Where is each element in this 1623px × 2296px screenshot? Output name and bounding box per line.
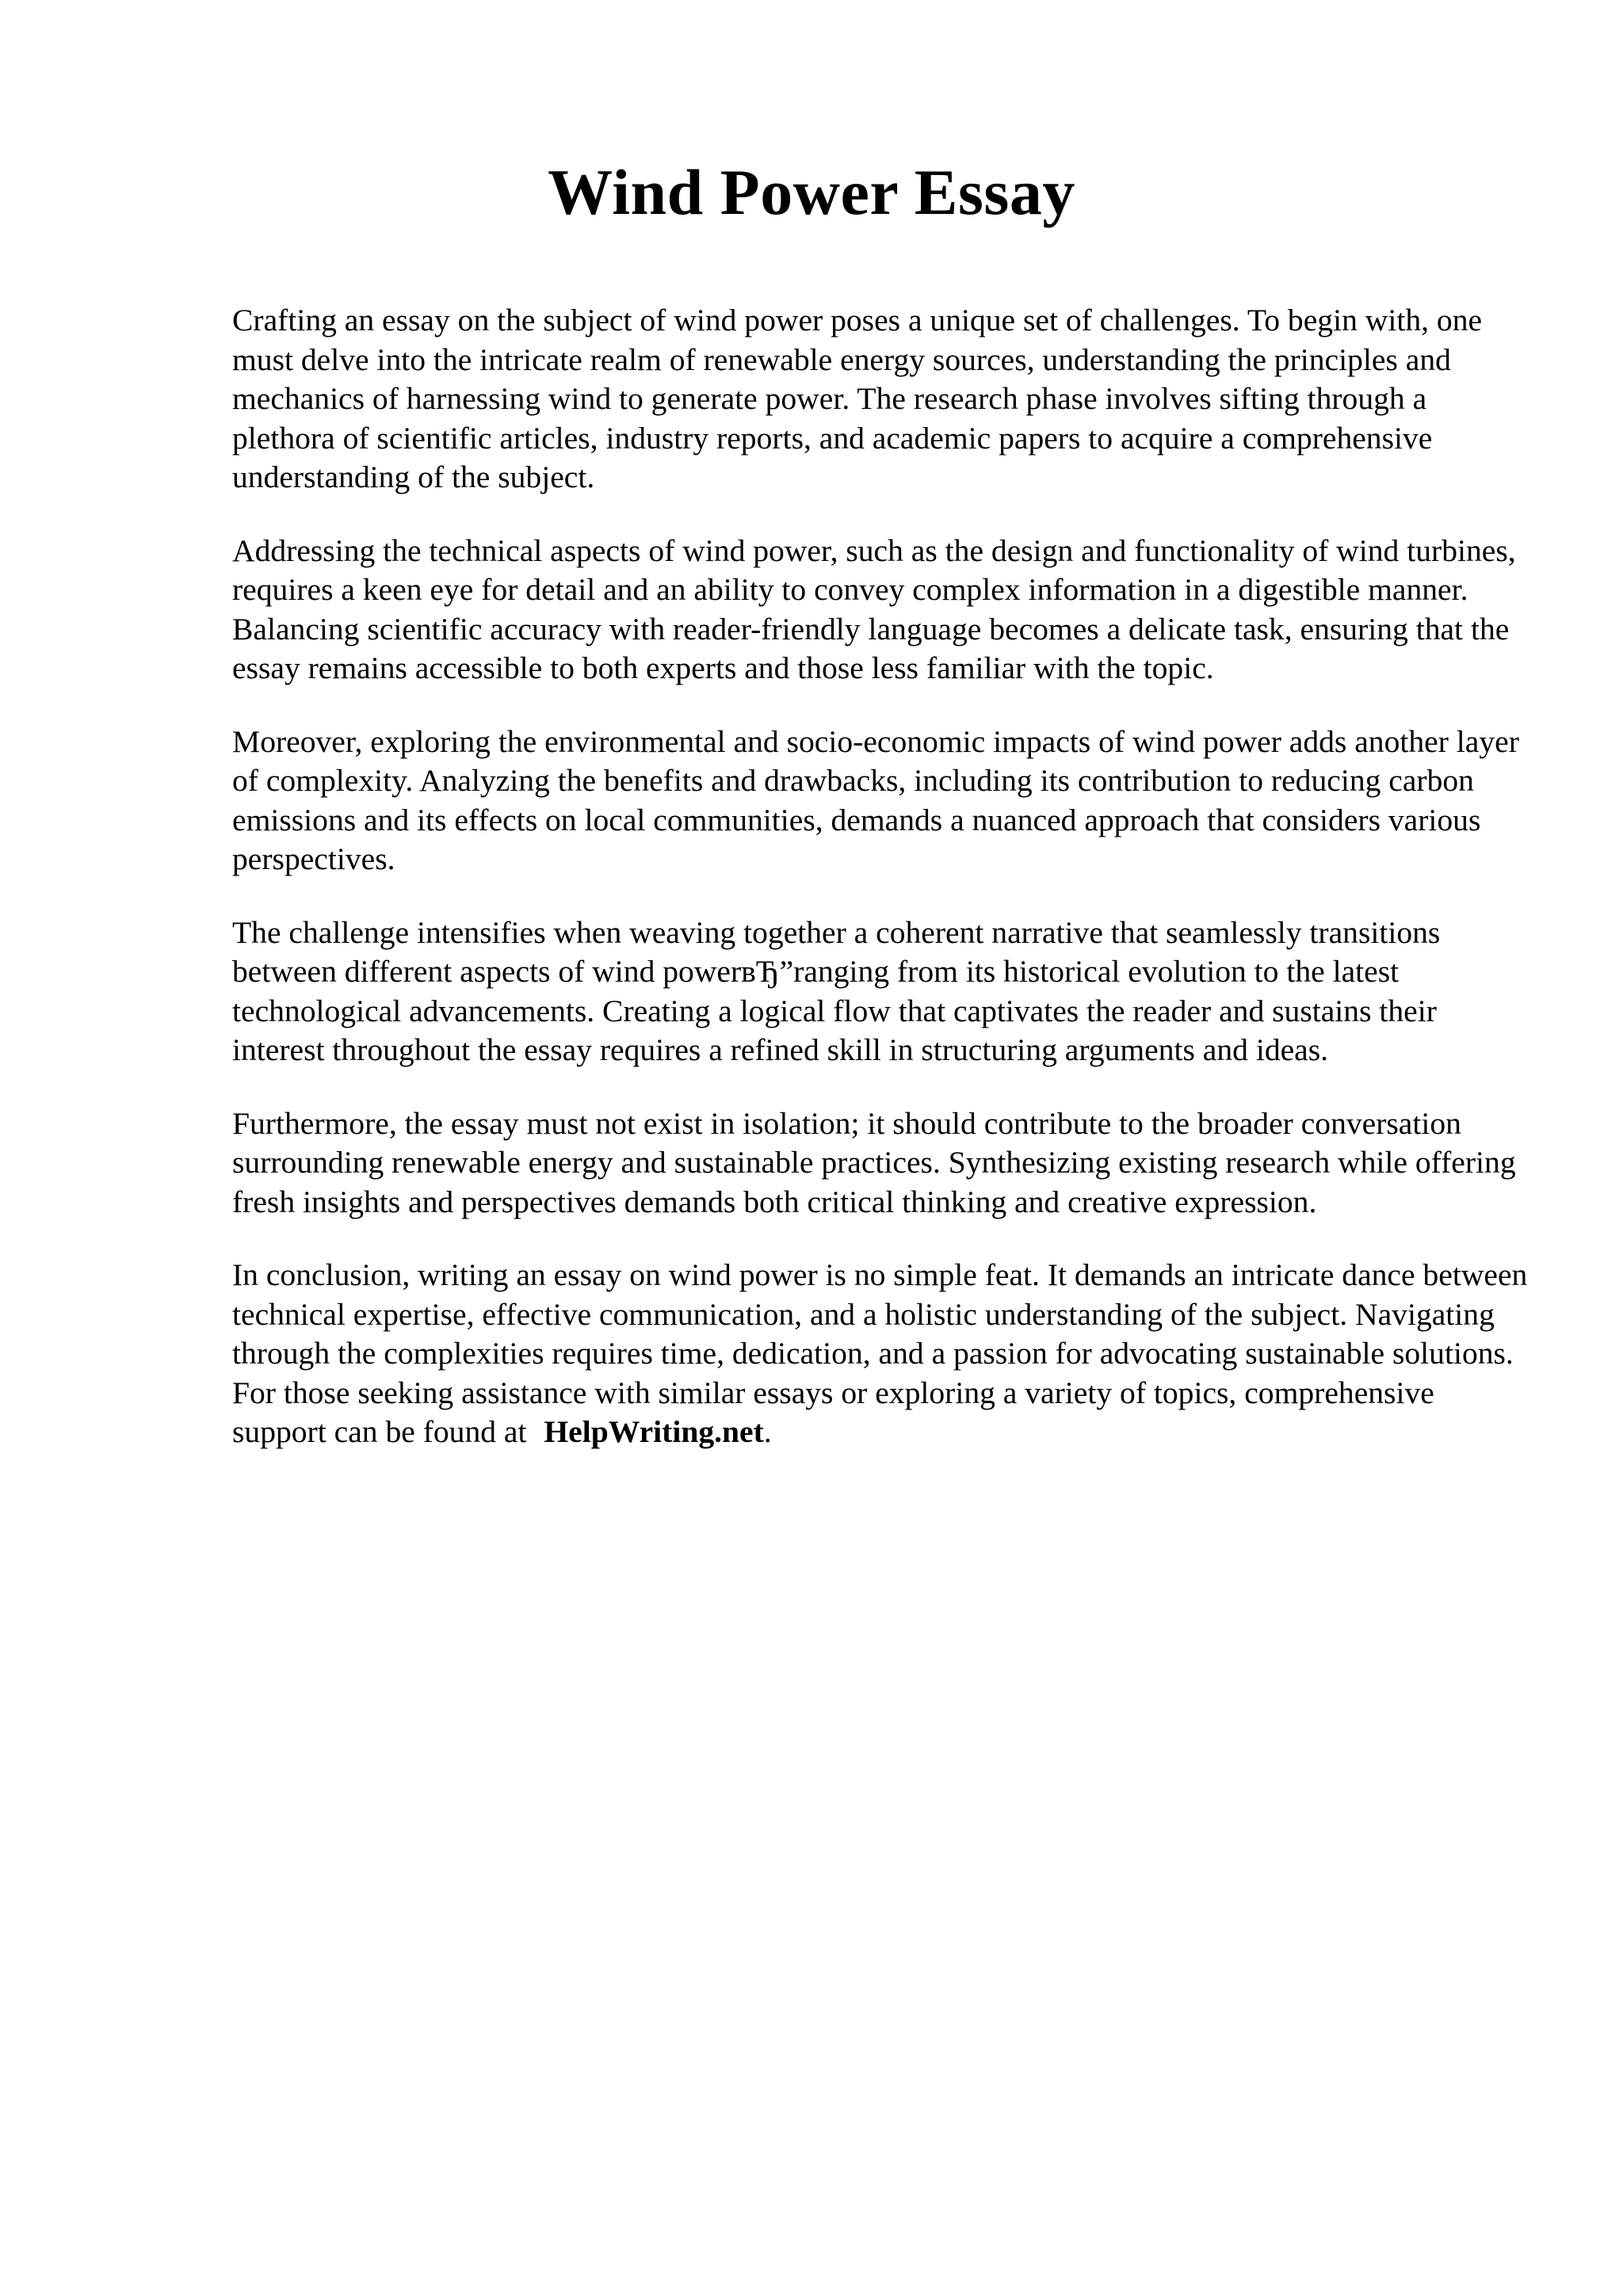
conclusion-period: . bbox=[763, 1414, 772, 1449]
paragraph-4: The challenge intensifies when weaving together a coherent narrative that seamlessly transitions between different aspects of wind powerвЂ”ranging from its historical evolution to the latest technological advancements. Creating a logical flow that captivates the reader and sustains their interest throughout the essay requires a refined skill in structuring arguments and ideas. bbox=[232, 914, 1441, 1067]
paragraph-3: Moreover, exploring the environmental and socio-economic impacts of wind power adds another layer of complexity. Analyzing the benefits and drawbacks, including its contribution to reducing carbon emissions and its effects on local communities, demands a nuanced approach that considers various perspectives. bbox=[232, 723, 1519, 876]
paragraph-1: Crafting an essay on the subject of wind power poses a unique set of challenges. To begin with, one must delve into the intricate realm of renewable energy sources, understanding the principles and mechanics of harnessing wind to generate power. The research phase involves sifting through a plethora of scientific articles, industry reports, and academic papers to acquire a comprehensive understanding of the subject. bbox=[232, 303, 1483, 494]
paragraph-2: Addressing the technical aspects of wind power, such as the design and functionality of wind turbines, requires a keen eye for detail and an ability to convey complex information in a digestible manner. Balancing scientific accuracy with reader-friendly language becomes a delicate task, ensuring that the essay remains accessible to both experts and those less familiar with the topic. bbox=[232, 532, 1516, 685]
conclusion-text: In conclusion, writing an essay on wind power is no simple feat. It demands an intricate dance between technical expertise, effective communication, and a holistic understanding of the subject. Navigating through the complexities requires time, dedication, and a passion for advocating sustainable solutions. For those seeking assistance with similar essays or exploring a variety of topics, comprehensive support can be found at bbox=[232, 1257, 1528, 1449]
essay-body bbox=[232, 301, 1532, 1486]
conclusion-paragraph bbox=[232, 1256, 1532, 1452]
helpwriting-link[interactable]: HelpWriting.net bbox=[544, 1414, 764, 1449]
page-title: Wind Power Essay bbox=[548, 156, 1075, 228]
paragraph-5: Furthermore, the essay must not exist in isolation; it should contribute to the broader conversation surrounding renewable energy and sustainable practices. Synthesizing existing research while offering fresh insights and perspectives demands both critical thinking and creative expression. bbox=[232, 1105, 1516, 1219]
